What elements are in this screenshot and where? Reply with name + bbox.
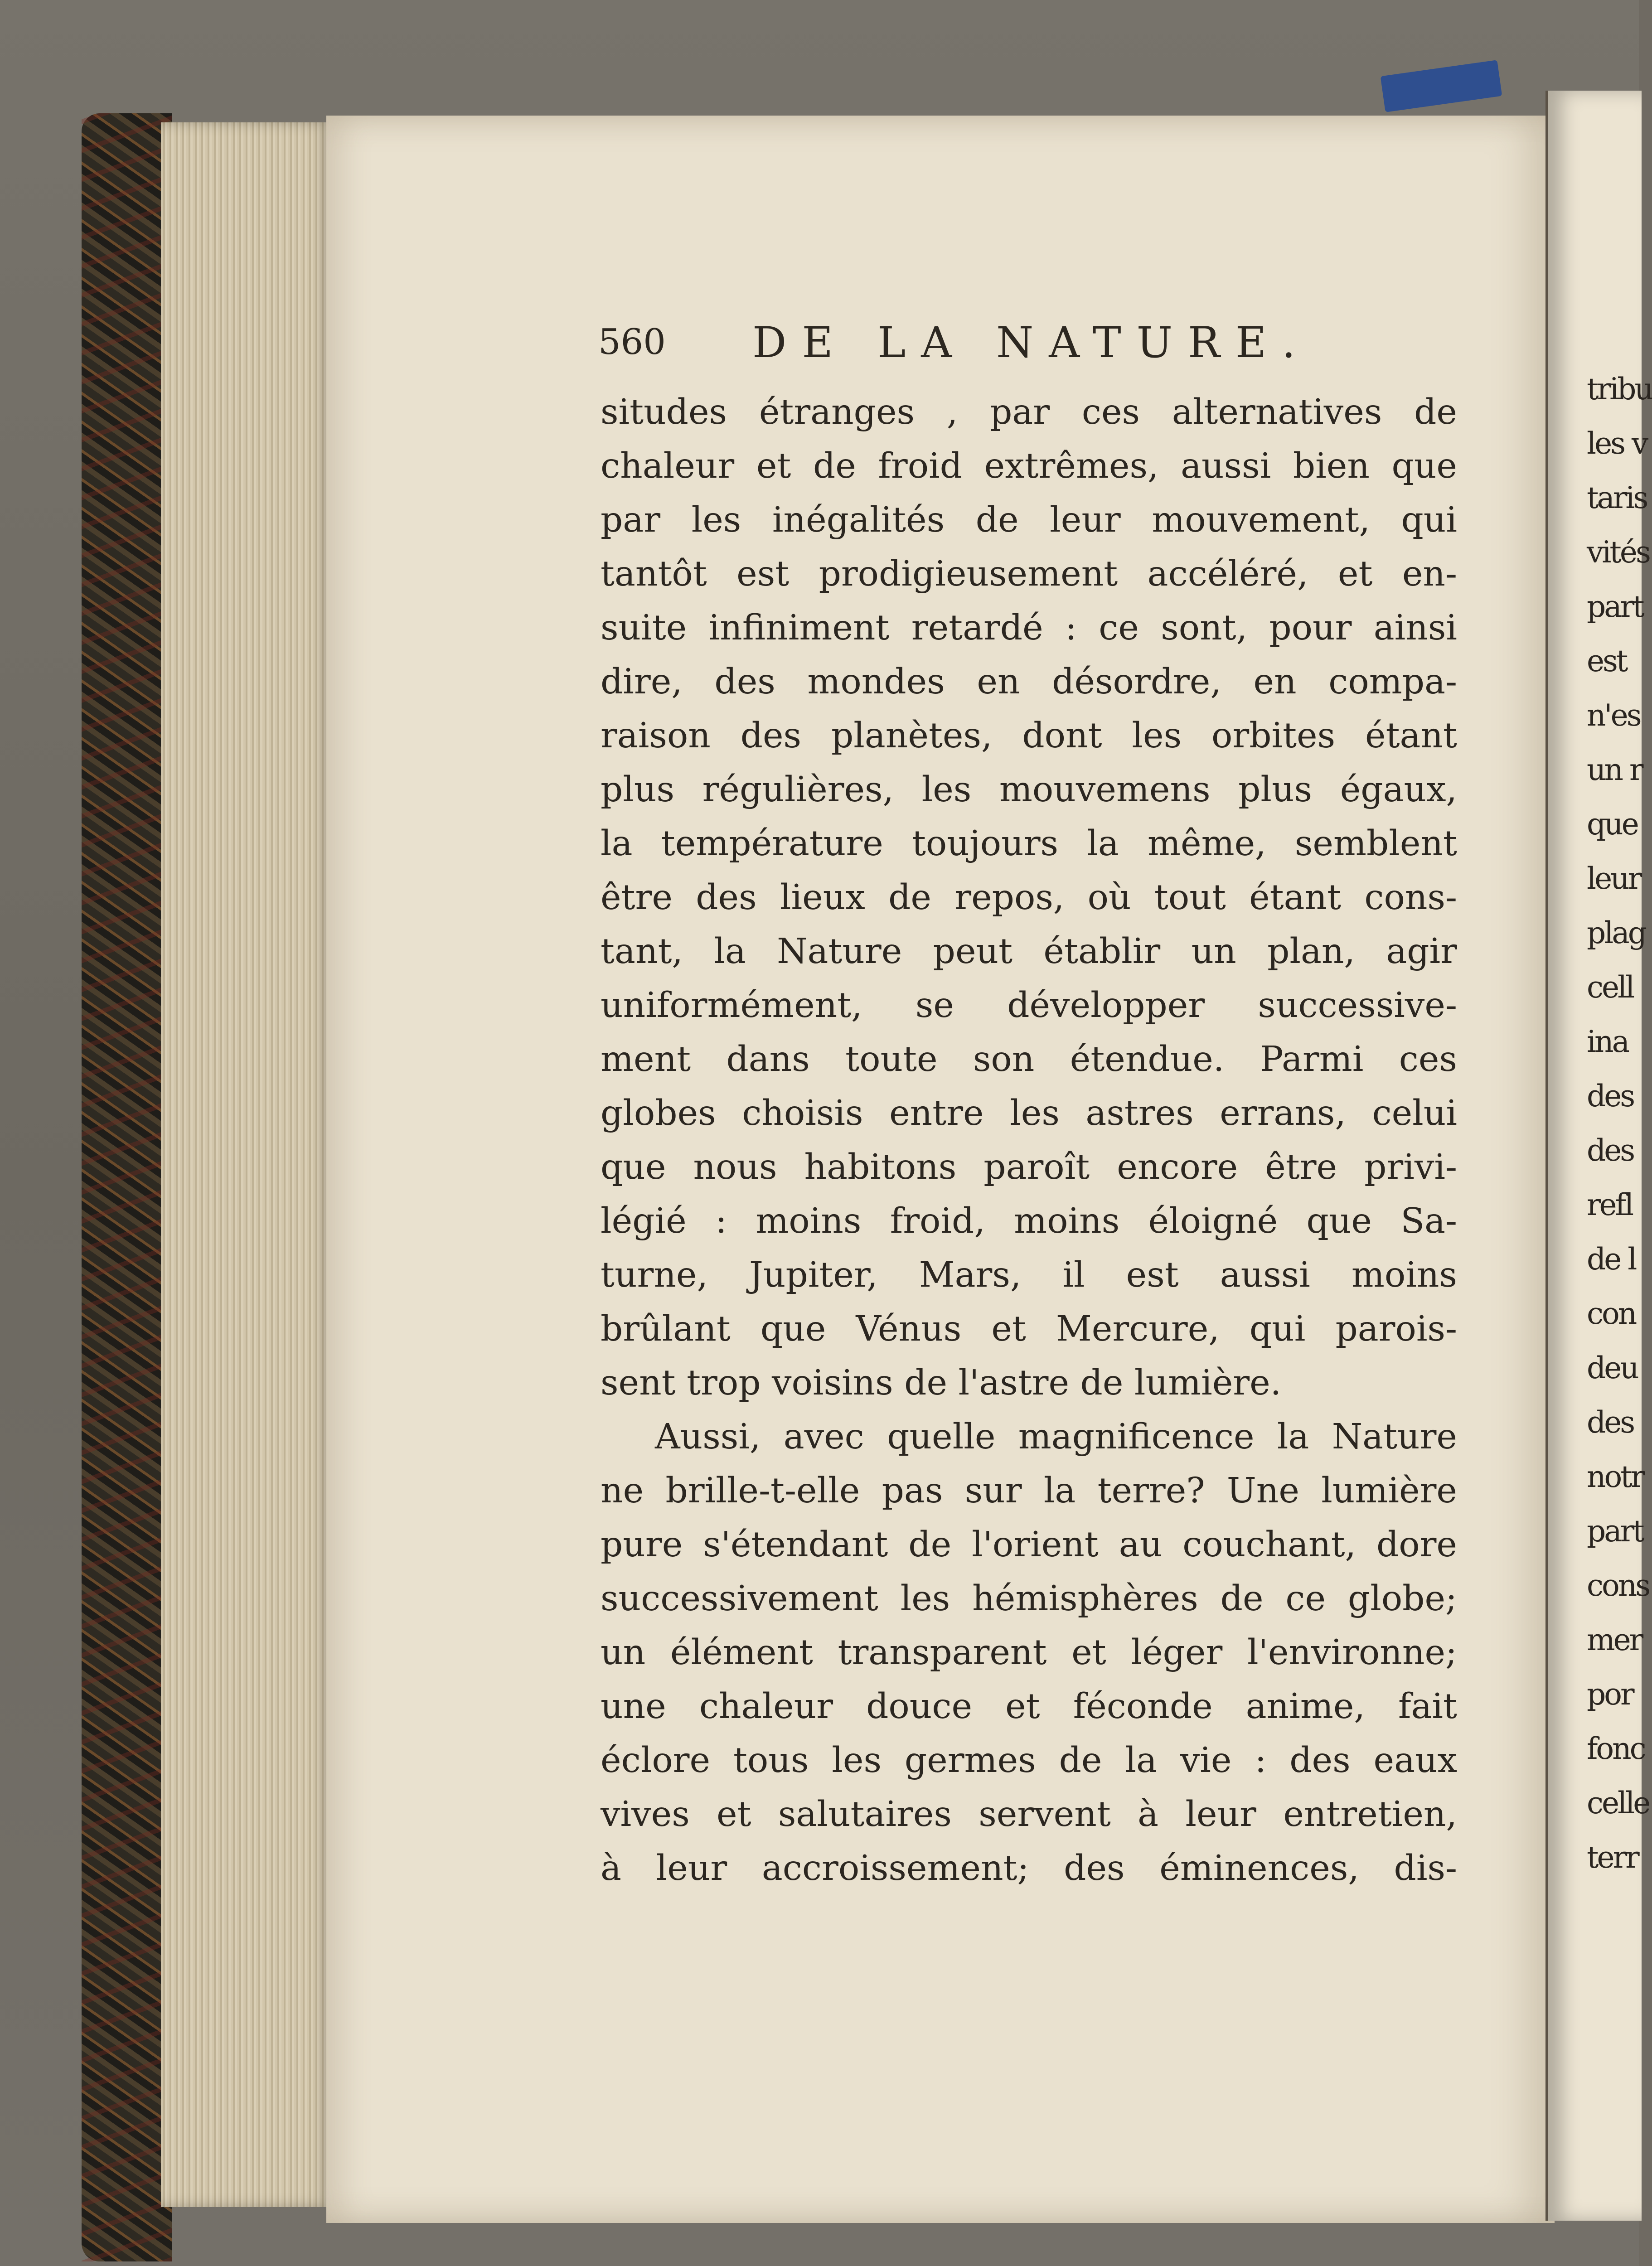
text-line: légié : moins froid, moins éloigné que Sa- — [601, 1201, 1457, 1241]
page-edges — [161, 122, 333, 2207]
marbled-book-cover — [82, 113, 172, 2261]
facing-fragment: celle — [1587, 1786, 1649, 1821]
text-line: dire, des mondes en désordre, en compa- — [601, 662, 1457, 702]
text-line: turne, Jupiter, Mars, il est aussi moins — [601, 1255, 1457, 1295]
facing-fragment: part — [1587, 1514, 1643, 1549]
facing-fragment: plag — [1587, 915, 1645, 950]
text-line: tantôt est prodigieusement accéléré, et en- — [601, 554, 1457, 594]
text-line: être des lieux de repos, où tout étant cons- — [601, 877, 1457, 918]
text-line: plus régulières, les mouvemens plus égaux, — [601, 770, 1457, 810]
text-line: par les inégalités de leur mouvement, qui — [601, 500, 1457, 540]
text-line: vives et salutaires servent à leur entretien, — [601, 1794, 1457, 1835]
text-line: la température toujours la même, semblent — [601, 823, 1457, 864]
facing-fragment: un r — [1587, 752, 1642, 787]
text-line: sent trop voisins de l'astre de lumière. — [601, 1363, 1282, 1403]
text-line: tant, la Nature peut établir un plan, agir — [601, 931, 1457, 972]
facing-fragment: notr — [1587, 1459, 1643, 1494]
text-line: brûlant que Vénus et Mercure, qui parois- — [601, 1309, 1457, 1349]
facing-fragment: cons — [1587, 1568, 1649, 1603]
text-line: uniformément, se développer successive- — [601, 985, 1457, 1026]
body-text — [601, 385, 1457, 1895]
text-line: successivement les hémisphères de ce globe; — [601, 1578, 1457, 1619]
facing-fragment: leur — [1587, 861, 1641, 896]
facing-fragment: ina — [1587, 1024, 1628, 1059]
facing-page — [1545, 91, 1652, 2221]
facing-fragment: des — [1587, 1405, 1634, 1440]
text-line: ne brille-t-elle pas sur la terre? Une lumière — [601, 1471, 1457, 1511]
facing-fragment: taris — [1587, 480, 1647, 515]
facing-fragment: n'es — [1587, 698, 1640, 733]
text-line: ment dans toute son étendue. Parmi ces — [601, 1039, 1457, 1080]
text-line: Aussi, avec quelle magnificence la Nature — [655, 1417, 1457, 1457]
text-line: éclore tous les germes de la vie : des eaux — [601, 1740, 1457, 1781]
facing-fragment: por — [1587, 1677, 1633, 1712]
text-line: chaleur et de froid extrêmes, aussi bien que — [601, 446, 1457, 486]
facing-fragment: que — [1587, 807, 1637, 842]
facing-fragment: vités — [1587, 535, 1649, 570]
facing-fragment: deu — [1587, 1351, 1637, 1385]
facing-fragment: fonc — [1587, 1731, 1645, 1766]
facing-fragment: est — [1587, 644, 1627, 678]
facing-fragment: des — [1587, 1079, 1634, 1114]
text-line: à leur accroissement; des éminences, dis- — [601, 1848, 1457, 1888]
text-line: un élément transparent et léger l'environne; — [601, 1632, 1457, 1673]
facing-fragment: refl — [1587, 1187, 1633, 1222]
facing-fragment: con — [1587, 1296, 1636, 1331]
page-number: 560 — [598, 322, 666, 363]
facing-fragment: tribu — [1587, 372, 1652, 407]
facing-fragment: de l — [1587, 1242, 1636, 1277]
text-line: une chaleur douce et féconde anime, fait — [601, 1686, 1457, 1727]
text-line: pure s'étendant de l'orient au couchant, dore — [601, 1525, 1457, 1565]
text-line: globes choisis entre les astres errans, celui — [601, 1093, 1457, 1133]
text-line: suite infiniment retardé : ce sont, pour ainsi — [601, 608, 1457, 648]
text-line: que nous habitons paroît encore être privi- — [601, 1147, 1457, 1187]
facing-fragment: part — [1587, 589, 1643, 624]
text-line: situdes étranges , par ces alternatives de — [601, 392, 1457, 432]
facing-fragment: cell — [1587, 970, 1633, 1005]
facing-fragment: terr — [1587, 1840, 1638, 1875]
facing-fragment: des — [1587, 1133, 1634, 1168]
text-line: raison des planètes, dont les orbites étant — [601, 716, 1457, 756]
running-title: DE LA NATURE. — [752, 318, 1311, 368]
facing-fragment: les v — [1587, 426, 1647, 461]
facing-fragment: mer — [1587, 1622, 1642, 1657]
